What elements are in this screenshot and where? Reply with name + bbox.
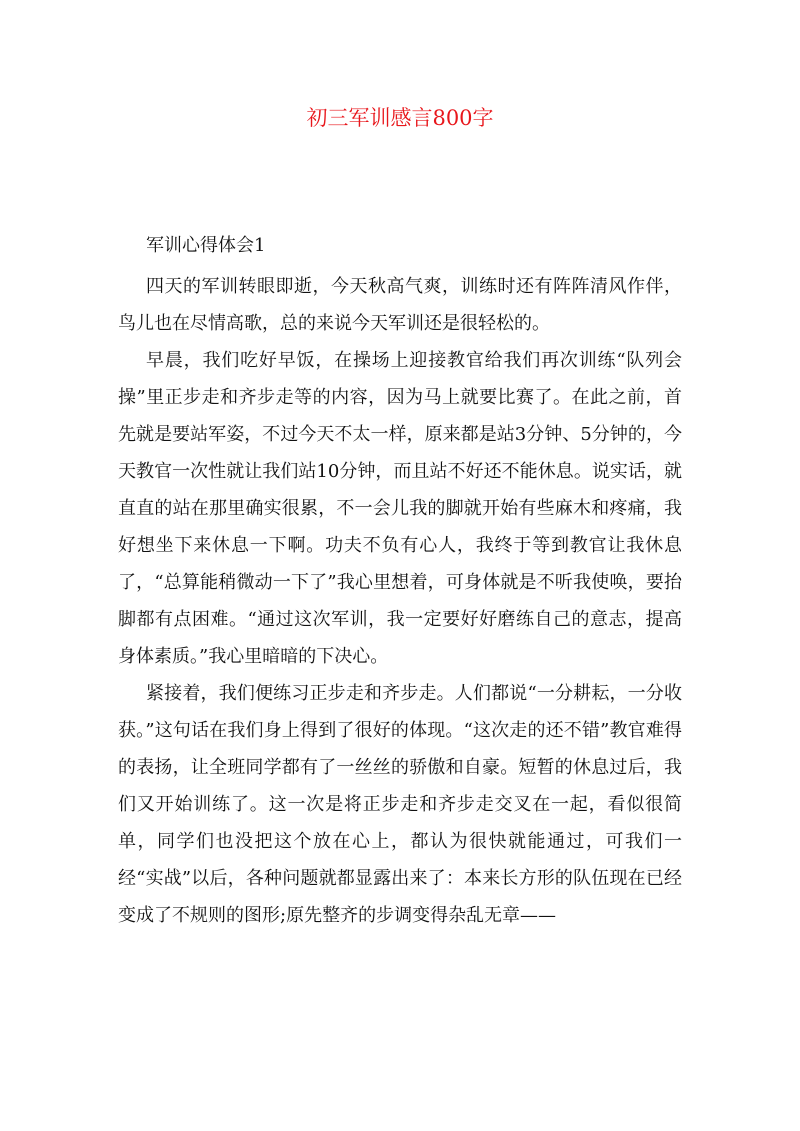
paragraph-2: 早晨，我们吃好早饭，在操场上迎接教官给我们再次训练“队列会操”里正步走和齐步走等的内容，因为马上就要比赛了。在此之前，首先就是要站军姿，不过今天不太一样，原来都是站3分钟、5分钟的，今天教官一次性就让我们站10分钟，而且站不好还不能休息。说实话，就直直的站在那里确实很累，不一会儿我的脚就开始有些麻木和疼痛，我好想坐下来休息一下啊。功夫不负有心人，我终于等到教官让我休息了，“总算能稍微动一下了”我心里想着，可身体就是不听我使唤，要抬脚都有点困难。“通过这次军训，我一定要好好磨练自己的意志，提高身体素质。”我心里暗暗的下决心。 bbox=[118, 350, 682, 667]
paragraph-3: 紧接着，我们便练习正步走和齐步走。人们都说“一分耕耘，一分收获。”这句话在我们身上得到了很好的体现。“这次走的还不错”教官难得的表扬，让全班同学都有了一丝丝的骄傲和自豪。短暂的休息过后，我们又开始训练了。这一次是将正步走和齐步走交叉在一起，看似很简单，同学们也没把这个放在心上，都认为很快就能通过，可我们一经“实战”以后，各种问题就都显露出来了：本来长方形的队伍现在已经变成了不规则的图形;原先整齐的步调变得杂乱无章—— bbox=[118, 683, 682, 926]
document-title: 初三军训感言800字 bbox=[306, 106, 494, 130]
section-heading: 军训心得体会1 bbox=[146, 235, 266, 256]
document-body bbox=[118, 228, 682, 934]
paragraph-1: 四天的军训转眼即逝，今天秋高气爽，训练时还有阵阵清风作伴，鸟儿也在尽情高歌，总的来说今天军训还是很轻松的。 bbox=[118, 276, 682, 334]
